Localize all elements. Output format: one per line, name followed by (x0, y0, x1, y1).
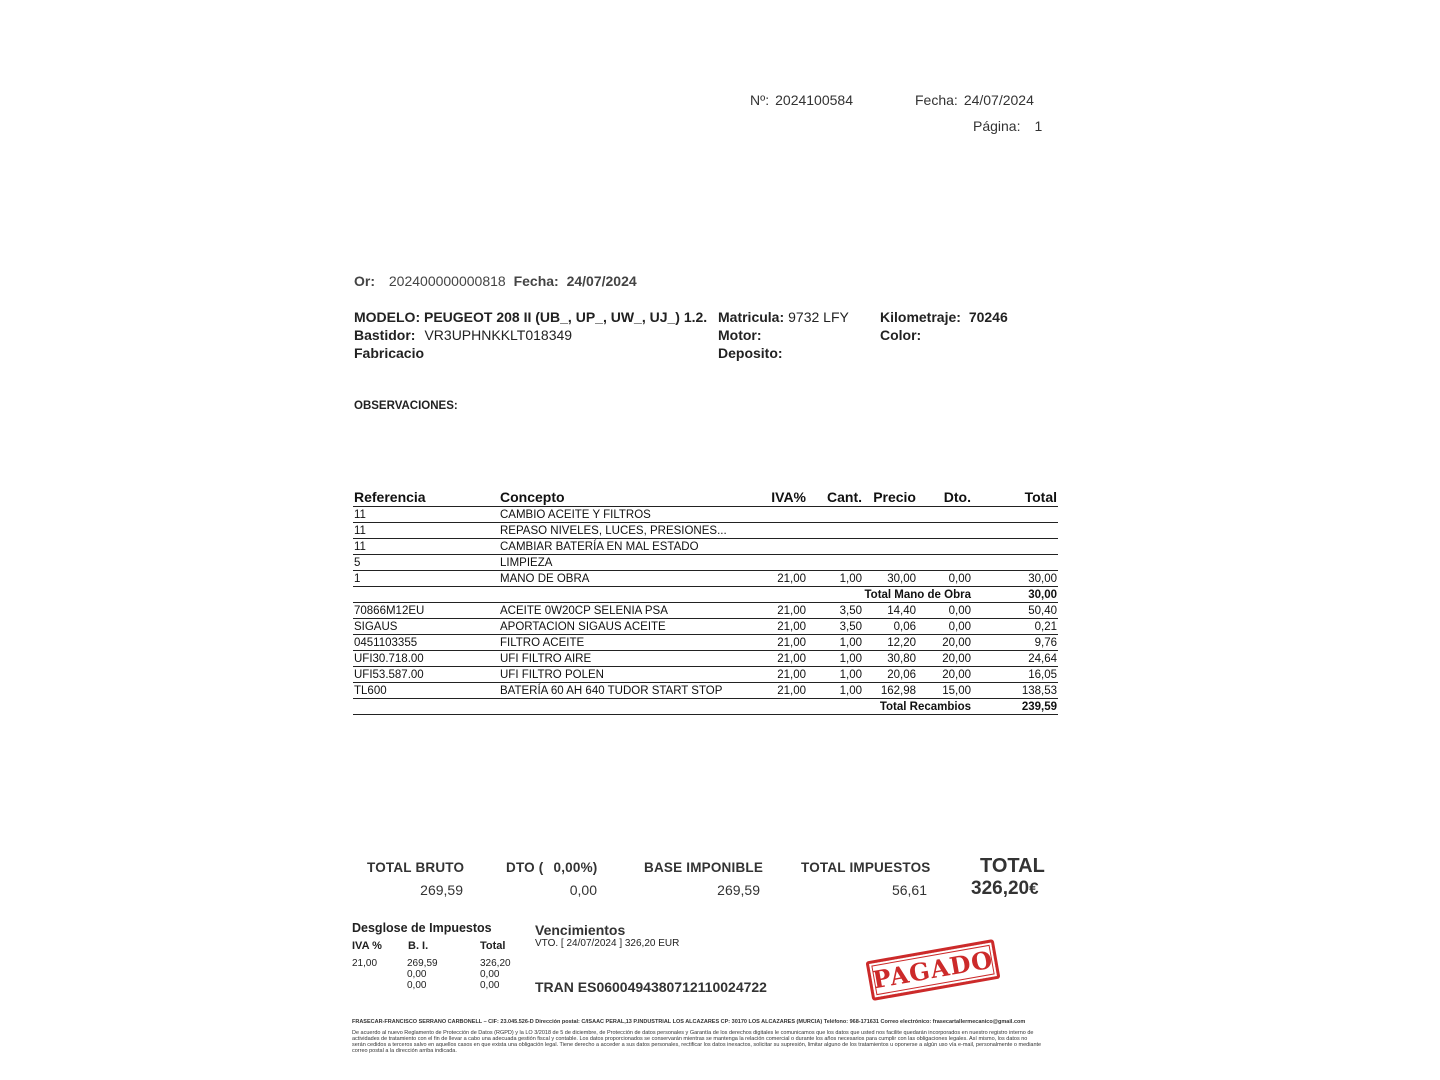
table-row (353, 603, 1058, 619)
cell-cant: 3,50 (807, 619, 863, 635)
cell-referencia: 11 (353, 523, 499, 539)
cell-precio: 162,98 (863, 683, 917, 699)
cell-dto (917, 539, 972, 555)
cell-total: 9,76 (972, 635, 1058, 651)
bastidor (354, 327, 572, 343)
table-row (353, 635, 1058, 651)
cell-concepto: REPASO NIVELES, LUCES, PRESIONES... (499, 523, 759, 539)
table-row (353, 507, 1058, 523)
cell-total: 30,00 (972, 571, 1058, 587)
fabricacio-label: Fabricacio (354, 345, 425, 361)
cell-cant: 1,00 (807, 651, 863, 667)
desglose-r0-iva: 21,00 (352, 958, 378, 969)
cell-referencia: UFI30.718.00 (353, 651, 499, 667)
footer-legal: De acuerdo al nuevo Reglamento de Protección de Datos (RGPD) y la LO 3/2018 de 5 de diciembre, de Protección de datos personales y Garantía de los derechos digitales le comunicamos que los datos que usted nos facilite quedarán incorporados en nuestro registro interno de actividades de tratamiento con el fin de llevar a cabo una adecuada gestión fiscal y contable. Los datos proporcionados se conservarán mientras se mantenga la relación comercial o durante los años necesarios para cumplir con las obligaciones legales. Así mismo, los datos no serán cedidos a terceros salvo en aquellos casos en que exista una obligación legal. Tiene derecho a acceder a sus datos personales, rectificar los datos inexactos, solicitar su supresión, limitar alguno de los tratamientos u oponerse a algún uso vía e-mail, personalmente o mediante correo postal a la dirección arriba indicada. (352, 1030, 1042, 1054)
desglose-r0-bi: 269,59 (407, 958, 438, 969)
cell-concepto: FILTRO ACEITE (499, 635, 759, 651)
cell-dto: 0,00 (917, 603, 972, 619)
base-imponible-label: BASE IMPONIBLE (644, 860, 764, 875)
table-row (353, 667, 1058, 683)
cell-concepto: BATERÍA 60 AH 640 TUDOR START STOP (499, 683, 759, 699)
desglose-r2-total: 0,00 (480, 980, 500, 991)
grand-total-value: 326,20 (971, 878, 1030, 899)
deposito-label: Deposito: (718, 345, 783, 361)
table-row (353, 683, 1058, 699)
cell-iva (759, 507, 807, 523)
cell-referencia: 0451103355 (353, 635, 499, 651)
cell-iva (759, 555, 807, 571)
cell-cant: 1,00 (807, 635, 863, 651)
total-impuestos-value: 56,61 (891, 882, 927, 898)
cell-cant (807, 523, 863, 539)
grand-total (971, 878, 1039, 900)
cell-total (972, 555, 1058, 571)
cell-cant (807, 507, 863, 523)
page-number (973, 118, 1042, 134)
col-referencia: Referencia (353, 487, 499, 507)
matricula-value: 9732 LFY (788, 309, 849, 325)
matricula-label: Matricula: (718, 309, 785, 325)
cell-concepto: LIMPIEZA (499, 555, 759, 571)
cell-iva: 21,00 (759, 619, 807, 635)
order-line (354, 273, 637, 289)
invoice-date (915, 92, 1034, 108)
cell-referencia: 11 (353, 507, 499, 523)
footer-company: FRASECAR-FRANCISCO SERRANO CARBONELL – CIF: 23.045.526-D Dirección postal: C/ISAAC PERAL,13 P.INDUSTRIAL LOS ALCAZARES CP: 30170 LOS ALCAZARES (MURCIA) Teléfono: 968-171631 Correo electrónico: frasecartallermecanico@gmail.com (352, 1019, 1026, 1025)
cell-iva: 21,00 (759, 635, 807, 651)
cell-iva (759, 539, 807, 555)
table-row (353, 523, 1058, 539)
kilometraje-label: Kilometraje: (880, 309, 961, 325)
cell-cant: 1,00 (807, 683, 863, 699)
order-date-label: Fecha: (513, 273, 559, 289)
cell-precio: 14,40 (863, 603, 917, 619)
invoice-date-value: 24/07/2024 (963, 92, 1034, 108)
table-row (353, 539, 1058, 555)
dto-value: 0,00 (569, 882, 597, 898)
items-table (353, 487, 1058, 715)
cell-total: 50,40 (972, 603, 1058, 619)
desglose-r1-total: 0,00 (480, 969, 500, 980)
cell-referencia: 1 (353, 571, 499, 587)
cell-iva: 21,00 (759, 571, 807, 587)
modelo-value: PEUGEOT 208 II (UB_, UP_, UW_, UJ_) 1.2. (424, 309, 708, 325)
cell-cant: 3,50 (807, 603, 863, 619)
table-row (353, 555, 1058, 571)
bastidor-label: Bastidor: (354, 327, 416, 343)
motor-label: Motor: (718, 327, 762, 343)
desglose-r0-total: 326,20 (480, 958, 511, 969)
cell-dto (917, 507, 972, 523)
labor-subtotal-row (353, 587, 1058, 603)
cell-referencia: 5 (353, 555, 499, 571)
total-impuestos-label: TOTAL IMPUESTOS (801, 860, 931, 875)
kilometraje (880, 309, 1008, 325)
tran-line: TRAN ES0600494380712110024722 (535, 979, 767, 995)
cell-precio: 30,80 (863, 651, 917, 667)
labor-subtotal-label: Total Mano de Obra (353, 587, 972, 603)
invoice-number-label: Nº: (750, 92, 770, 108)
cell-referencia: SIGAUS (353, 619, 499, 635)
dto-label-text: DTO ( (506, 860, 544, 875)
cell-concepto: UFI FILTRO AIRE (499, 651, 759, 667)
cell-iva: 21,00 (759, 683, 807, 699)
cell-total (972, 507, 1058, 523)
cell-referencia: 70866M12EU (353, 603, 499, 619)
dto-pct: 0,00%) (553, 860, 598, 875)
invoice-number-value: 2024100584 (775, 92, 853, 108)
cell-precio: 20,06 (863, 667, 917, 683)
table-row (353, 651, 1058, 667)
cell-precio (863, 555, 917, 571)
col-cant: Cant. (807, 487, 863, 507)
table-row (353, 619, 1058, 635)
cell-cant (807, 555, 863, 571)
cell-precio (863, 507, 917, 523)
cell-dto (917, 523, 972, 539)
vencimientos-title: Vencimientos (535, 922, 626, 938)
order-value: 202400000000818 (388, 273, 506, 289)
cell-concepto: MANO DE OBRA (499, 571, 759, 587)
cell-concepto: CAMBIAR BATERÍA EN MAL ESTADO (499, 539, 759, 555)
col-iva: IVA% (759, 487, 807, 507)
observaciones-label: OBSERVACIONES: (354, 400, 458, 412)
currency-symbol: € (1029, 879, 1039, 898)
cell-referencia: 11 (353, 539, 499, 555)
cell-precio (863, 523, 917, 539)
cell-cant (807, 539, 863, 555)
cell-total (972, 523, 1058, 539)
cell-iva (759, 523, 807, 539)
bastidor-value: VR3UPHNKKLT018349 (424, 327, 573, 343)
col-total: Total (972, 487, 1058, 507)
cell-precio: 12,20 (863, 635, 917, 651)
cell-referencia: UFI53.587.00 (353, 667, 499, 683)
cell-total: 24,64 (972, 651, 1058, 667)
col-precio: Precio (863, 487, 917, 507)
kilometraje-value: 70246 (968, 309, 1008, 325)
table-header-row (353, 487, 1058, 507)
cell-dto: 20,00 (917, 635, 972, 651)
desglose-title: Desglose de Impuestos (352, 921, 492, 935)
cell-dto: 15,00 (917, 683, 972, 699)
base-imponible-value: 269,59 (717, 882, 760, 898)
parts-subtotal-value: 239,59 (972, 699, 1058, 715)
grand-total-label: TOTAL (980, 855, 1045, 877)
pagado-stamp: PAGADO (866, 939, 1001, 1001)
invoice-number (750, 92, 853, 108)
cell-iva: 21,00 (759, 667, 807, 683)
cell-iva: 21,00 (759, 603, 807, 619)
invoice-date-label: Fecha: (915, 92, 958, 108)
col-dto: Dto. (917, 487, 972, 507)
cell-concepto: ACEITE 0W20CP SELENIA PSA (499, 603, 759, 619)
dto-label (506, 860, 597, 875)
cell-iva: 21,00 (759, 651, 807, 667)
desglose-r2-bi: 0,00 (407, 980, 427, 991)
modelo (354, 309, 707, 325)
cell-cant: 1,00 (807, 571, 863, 587)
table-row (353, 571, 1058, 587)
cell-total: 0,21 (972, 619, 1058, 635)
parts-subtotal-label: Total Recambios (353, 699, 972, 715)
matricula (718, 309, 849, 325)
cell-total: 138,53 (972, 683, 1058, 699)
cell-concepto: APORTACION SIGAUS ACEITE (499, 619, 759, 635)
modelo-label: MODELO: (354, 309, 421, 325)
desglose-col-iva: IVA % (352, 940, 382, 952)
cell-dto: 0,00 (917, 619, 972, 635)
cell-total (972, 539, 1058, 555)
order-label: Or: (354, 273, 375, 289)
page-number-value: 1 (1034, 118, 1043, 134)
desglose-r1-bi: 0,00 (407, 969, 427, 980)
col-concepto: Concepto (499, 487, 759, 507)
desglose-col-total: Total (480, 940, 506, 952)
cell-total: 16,05 (972, 667, 1058, 683)
cell-precio: 0,06 (863, 619, 917, 635)
cell-precio: 30,00 (863, 571, 917, 587)
cell-dto: 0,00 (917, 571, 972, 587)
cell-precio (863, 539, 917, 555)
order-date-value: 24/07/2024 (566, 273, 637, 289)
total-bruto-value: 269,59 (420, 882, 463, 898)
cell-dto: 20,00 (917, 651, 972, 667)
page-number-label: Página: (973, 118, 1021, 134)
cell-dto: 20,00 (917, 667, 972, 683)
labor-subtotal-value: 30,00 (972, 587, 1058, 603)
cell-referencia: TL600 (353, 683, 499, 699)
vencimientos-line: VTO. [ 24/07/2024 ] 326,20 EUR (535, 938, 680, 949)
color-label: Color: (880, 327, 922, 343)
parts-subtotal-row (353, 699, 1058, 715)
cell-concepto: CAMBIO ACEITE Y FILTROS (499, 507, 759, 523)
cell-dto (917, 555, 972, 571)
total-bruto-label: TOTAL BRUTO (367, 860, 465, 875)
desglose-col-bi: B. I. (408, 940, 429, 952)
cell-concepto: UFI FILTRO POLEN (499, 667, 759, 683)
cell-cant: 1,00 (807, 667, 863, 683)
